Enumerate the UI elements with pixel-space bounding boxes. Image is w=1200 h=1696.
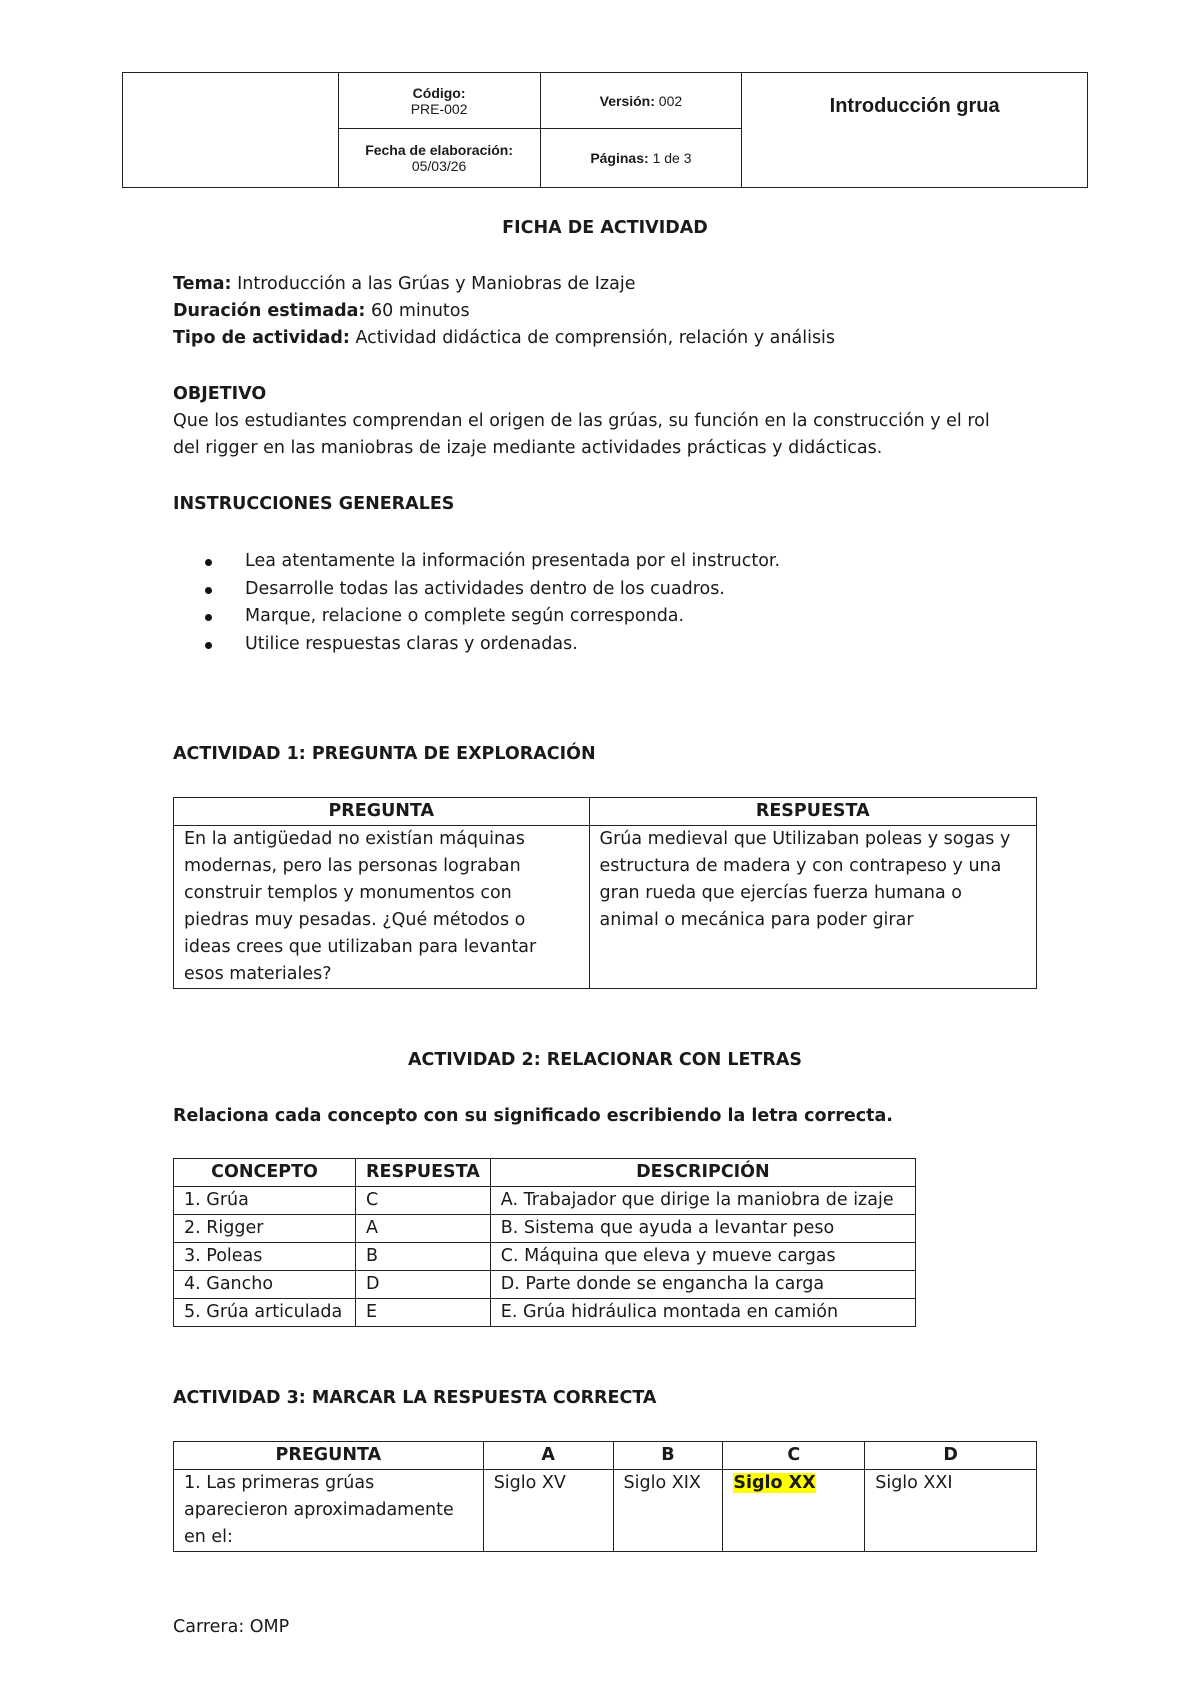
a2-respuesta-cell[interactable]: C: [356, 1187, 491, 1215]
a3-option-d[interactable]: Siglo XXI: [865, 1470, 1037, 1552]
objetivo-heading: OBJETIVO: [173, 384, 267, 404]
a3-option-c[interactable]: [723, 1470, 865, 1552]
list-item-text: Marque, relacione o complete según corresponda.: [245, 606, 685, 626]
a3-col-pregunta: PREGUNTA: [174, 1442, 484, 1470]
a3-col-b: B: [613, 1442, 723, 1470]
actividad2-table: [173, 1158, 916, 1327]
a2-descripcion-cell: A. Trabajador que dirige la maniobra de izaje: [490, 1187, 915, 1215]
actividad3-heading: ACTIVIDAD 3: MARCAR LA RESPUESTA CORRECTA: [173, 1388, 657, 1408]
meta-block: [173, 271, 835, 352]
a3-col-a: A: [483, 1442, 613, 1470]
a1-pregunta-line: piedras muy pesadas. ¿Qué métodos o: [184, 910, 526, 930]
a1-respuesta-line: estructura de madera y con contrapeso y una: [599, 856, 1002, 876]
table-row: [174, 1299, 916, 1327]
a2-concepto-cell: 2. Rigger: [174, 1215, 356, 1243]
a2-col-respuesta: RESPUESTA: [356, 1159, 491, 1187]
a2-concepto-cell: 3. Poleas: [174, 1243, 356, 1271]
a2-concepto-cell: 1. Grúa: [174, 1187, 356, 1215]
table-row: [174, 1271, 916, 1299]
table-row: [174, 1215, 916, 1243]
a1-respuesta-line: Grúa medieval que Utilizaban poleas y sogas y: [599, 829, 1011, 849]
codigo-label: Código:: [412, 84, 466, 101]
codigo-value: PRE-002: [410, 100, 468, 117]
a3-pregunta-line: 1. Las primeras grúas: [184, 1473, 375, 1493]
a2-respuesta-cell[interactable]: E: [356, 1299, 491, 1327]
actividad2-instruction: Relaciona cada concepto con su significado escribiendo la letra correcta.: [173, 1106, 893, 1126]
a3-pregunta-cell: [174, 1470, 484, 1552]
bullet-icon: [205, 614, 212, 621]
selected-answer-highlight: Siglo XX: [733, 1473, 816, 1493]
tipo-label: Tipo de actividad:: [173, 328, 350, 348]
instrucciones-heading: INSTRUCCIONES GENERALES: [173, 494, 455, 514]
footer-carrera: Carrera: OMP: [173, 1617, 290, 1637]
actividad2-heading: ACTIVIDAD 2: RELACIONAR CON LETRAS: [407, 1050, 803, 1070]
a1-pregunta-line: En la antigüedad no existían máquinas: [184, 829, 525, 849]
a3-col-c: C: [723, 1442, 865, 1470]
version-value: 002: [658, 92, 683, 109]
a3-pregunta-line: aparecieron aproximadamente: [184, 1500, 454, 1520]
tipo-line: [173, 325, 835, 352]
a2-concepto-cell: 4. Gancho: [174, 1271, 356, 1299]
paginas-value: 1 de 3: [652, 150, 692, 167]
paginas-label: Páginas:: [590, 150, 649, 167]
actividad3-table: [173, 1441, 1037, 1552]
tema-value: Introducción a las Grúas y Maniobras de Izaje: [237, 274, 636, 294]
a1-respuesta-line: gran rueda que ejercías fuerza humana o: [599, 883, 962, 903]
a1-pregunta-line: modernas, pero las personas lograban: [184, 856, 521, 876]
a3-pregunta-line: en el:: [184, 1527, 233, 1547]
a3-option-b[interactable]: Siglo XIX: [613, 1470, 723, 1552]
table-row: [174, 1187, 916, 1215]
a2-respuesta-cell[interactable]: A: [356, 1215, 491, 1243]
actividad1-table: [173, 797, 1037, 989]
a2-respuesta-cell[interactable]: B: [356, 1243, 491, 1271]
a2-descripcion-cell: E. Grúa hidráulica montada en camión: [490, 1299, 915, 1327]
codigo-cell: [338, 73, 540, 129]
a2-respuesta-cell[interactable]: D: [356, 1271, 491, 1299]
list-item-text: Desarrolle todas las actividades dentro de los cuadros.: [245, 578, 725, 599]
bullet-icon: [205, 559, 212, 566]
a1-pregunta-line: ideas crees que utilizaban para levantar: [184, 937, 537, 957]
a1-pregunta-line: construir templos y monumentos con: [184, 883, 512, 903]
a2-descripcion-cell: C. Máquina que eleva y mueve cargas: [490, 1243, 915, 1271]
objetivo-section: [173, 381, 990, 462]
duracion-label: Duración estimada:: [173, 301, 366, 321]
bullet-icon: [205, 642, 212, 649]
actividad1-heading: ACTIVIDAD 1: PREGUNTA DE EXPLORACIÓN: [173, 744, 596, 764]
a1-respuesta-line: animal o mecánica para poder girar: [599, 910, 914, 930]
objetivo-line-2: del rigger en las maniobras de izaje mediante actividades prácticas y didácticas.: [173, 438, 883, 458]
a1-pregunta-line: esos materiales?: [184, 964, 332, 984]
a2-descripcion-cell: D. Parte donde se engancha la carga: [490, 1271, 915, 1299]
bullet-icon: [205, 587, 212, 594]
logo-cell: [123, 73, 339, 188]
a1-respuesta-cell[interactable]: [589, 826, 1036, 989]
document-header-table: [122, 72, 1088, 188]
list-item: [173, 548, 780, 576]
version-cell: [540, 73, 742, 129]
list-item: [173, 576, 780, 604]
a3-option-a[interactable]: Siglo XV: [483, 1470, 613, 1552]
version-label: Versión:: [599, 92, 655, 109]
paginas-cell: [540, 129, 742, 188]
document-title: FICHA DE ACTIVIDAD: [502, 218, 708, 238]
list-item: [173, 603, 780, 631]
fecha-value: 05/03/26: [411, 158, 467, 175]
tema-line: [173, 271, 835, 298]
a2-concepto-cell: 5. Grúa articulada: [174, 1299, 356, 1327]
table-row: [174, 1470, 1037, 1552]
fecha-cell: [338, 129, 540, 188]
a2-col-descripcion: DESCRIPCIÓN: [490, 1159, 915, 1187]
fecha-label: Fecha de elaboración:: [365, 142, 514, 159]
instrucciones-list: [173, 548, 780, 658]
a3-col-d: D: [865, 1442, 1037, 1470]
duracion-value: 60 minutos: [370, 301, 470, 321]
header-title: Introducción grua: [742, 73, 1088, 188]
a2-col-concepto: CONCEPTO: [174, 1159, 356, 1187]
a1-pregunta-cell: [174, 826, 590, 989]
tema-label: Tema:: [173, 274, 232, 294]
list-item: [173, 631, 780, 659]
a1-col-pregunta: PREGUNTA: [174, 798, 590, 826]
a1-col-respuesta: RESPUESTA: [589, 798, 1036, 826]
list-item-text: Utilice respuestas claras y ordenadas.: [245, 633, 578, 654]
duracion-line: [173, 298, 835, 325]
objetivo-line-1: Que los estudiantes comprendan el origen de las grúas, su función en la construcción y el rol: [173, 411, 990, 431]
table-row: [174, 1243, 916, 1271]
list-item-text: Lea atentamente la información presentada por el instructor.: [245, 551, 781, 571]
a2-descripcion-cell: B. Sistema que ayuda a levantar peso: [490, 1215, 915, 1243]
tipo-value: Actividad didáctica de comprensión, relación y análisis: [355, 328, 836, 348]
